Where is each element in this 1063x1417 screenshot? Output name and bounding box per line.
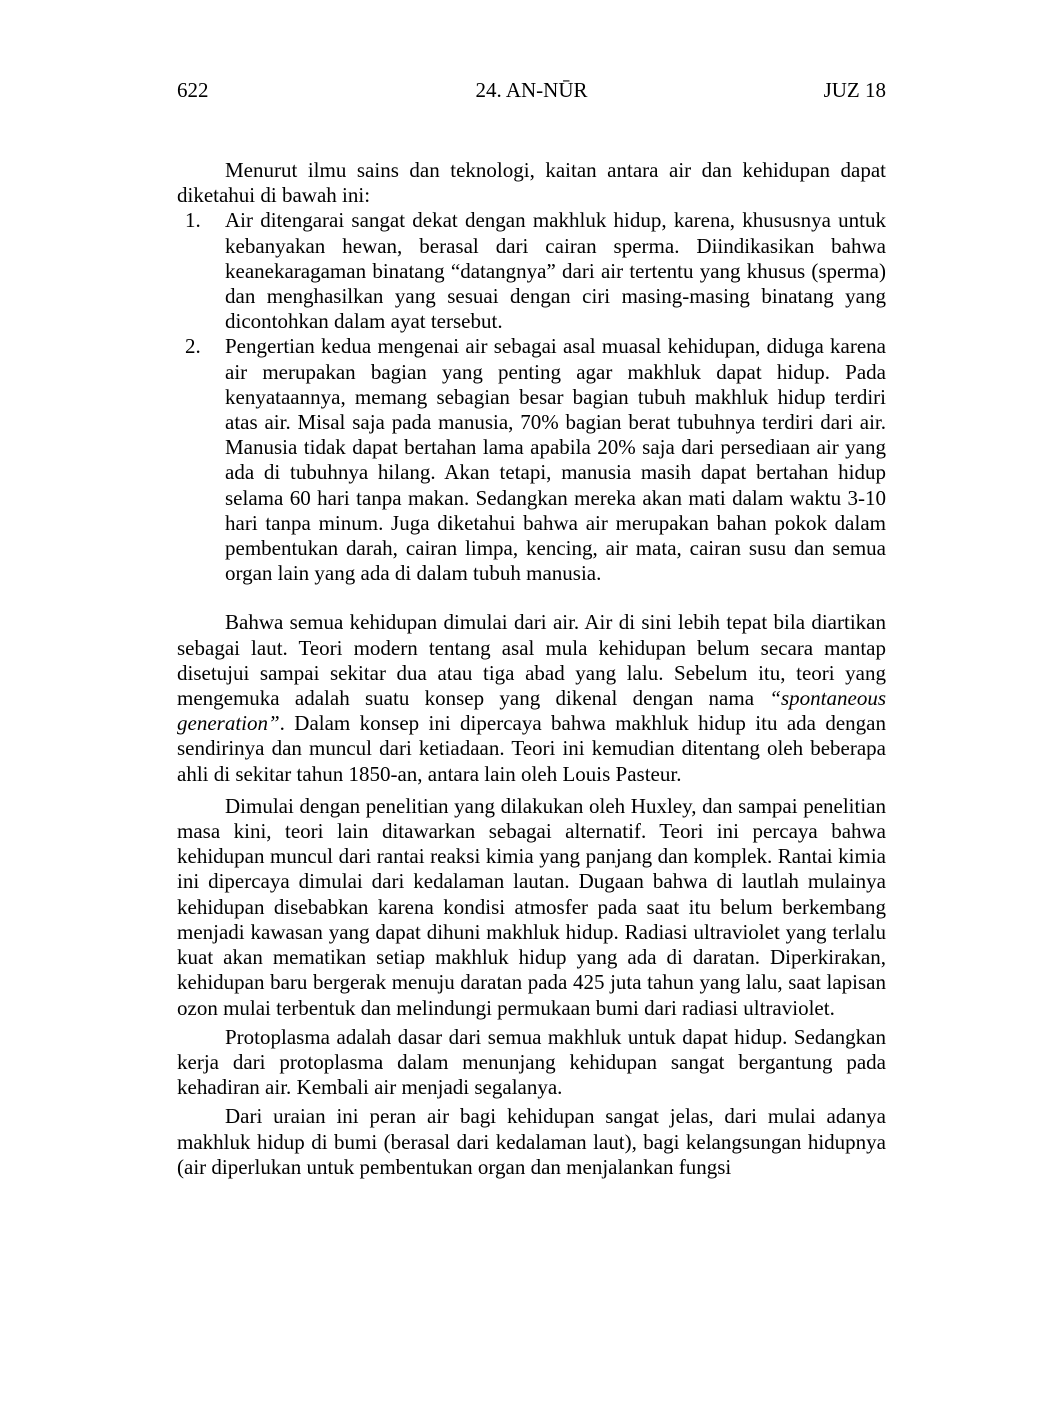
list-item [177,334,886,586]
page-number: 622 [177,78,209,102]
paragraph-text: . Dalam konsep ini dipercaya bahwa makhluk hidup itu ada dengan sendirinya dan muncul dari ketiadaan. Teori ini kemudian ditentang oleh beberapa ahli di sekitar tahun 1850-an, antara lain oleh Louis Pasteur. [177,711,886,786]
page-header [177,76,886,104]
juz-label: JUZ 18 [823,78,886,102]
list-number: 2. [185,334,201,359]
intro-paragraph: Menurut ilmu sains dan teknologi, kaitan antara air dan kehidupan dapat diketahui di bawah ini: [177,158,886,208]
list-item [177,208,886,334]
numbered-list [177,208,886,586]
list-item-text: Air ditengarai sangat dekat dengan makhluk hidup, karena, khususnya untuk kebanyakan hewan, berasal dari cairan sperma. Diindikasikan bahwa keanekaragaman binatang “datangnya” dari air tertentu yang khusus (sperma) dan menghasilkan yang sesuai dengan ciri masing-masing binatang yang dicontohkan dalam ayat tersebut. [225,208,886,334]
body-paragraph [177,610,886,786]
page-body [177,158,886,1180]
chapter-title: 24. AN-NŪR [475,78,588,102]
body-paragraph: Protoplasma adalah dasar dari semua makhluk untuk dapat hidup. Sedangkan kerja dari protoplasma dalam menunjang kehidupan sangat bergantung pada kehadiran air. Kembali air menjadi segalanya. [177,1024,886,1100]
body-paragraph: Dimulai dengan penelitian yang dilakukan oleh Huxley, dan sampai penelitian masa kini, teori lain ditawarkan sebagai alternatif. Teori ini percaya bahwa kehidupan muncul dari rantai reaksi kimia yang panjang dan komplek. Rantai kimia ini dipercaya dimulai dari kedalaman lautan. Dugaan bahwa di lautlah mulainya kehidupan disebabkan karena kondisi atmosfer pada saat itu belum berkembang menjadi kawasan yang dapat dihuni makhluk hidup. Radiasi ultraviolet yang terlalu kuat akan mematikan setiap makhluk hidup yang ada di daratan. Diperkirakan, kehidupan baru bergerak menuju daratan pada 425 juta tahun yang lalu, saat lapisan ozon mulai terbentuk dan melindungi permukaan bumi dari radiasi ultraviolet. [177,793,886,1020]
italic-term: “spontaneous generation” [177,686,886,736]
list-number: 1. [185,208,201,233]
paragraph-text: Bahwa semua kehidupan dimulai dari air. Air di sini lebih tepat bila diartikan sebagai laut. Teori modern tentang asal mula kehidupan belum secara mantap disetujui sampai sekitar dua atau tiga abad yang lalu. Sebelum itu, teori yang mengemuka adalah suatu konsep yang dikenal dengan nama [177,610,886,711]
body-paragraph: Dari uraian ini peran air bagi kehidupan sangat jelas, dari mulai adanya makhluk hidup di bumi (berasal dari kedalaman laut), bagi kelangsungan hidupnya (air diperlukan untuk pembentukan organ dan menjalankan fungsi [177,1104,886,1179]
list-item-text: Pengertian kedua mengenai air sebagai asal muasal kehidupan, diduga karena air merupakan bagian yang penting agar makhluk dapat hidup. Pada kenyataannya, memang sebagian besar bagian tubuh makhluk hidup terdiri atas air. Misal saja pada manusia, 70% bagian berat tubuhnya terdiri dari air. Manusia tidak dapat bertahan lama apabila 20% saja dari persediaan air yang ada di tubuhnya hilang. Akan tetapi, manusia masih dapat bertahan hidup selama 60 hari tanpa makan. Sedangkan mereka akan mati dalam waktu 3-10 hari tanpa minum. Juga diketahui bahwa air merupakan bahan pokok dalam pembentukan darah, cairan limpa, kencing, air mata, cairan susu dan semua organ lain yang ada di dalam tubuh manusia. [225,334,886,586]
